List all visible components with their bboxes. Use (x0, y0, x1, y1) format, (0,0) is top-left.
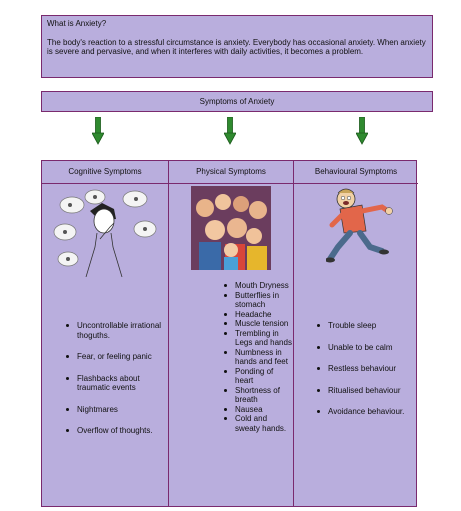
list-item: Nausea (221, 405, 293, 415)
anxious-crowd-illustration (191, 186, 271, 270)
down-arrow-icon (92, 117, 104, 145)
behavioural-column (293, 161, 418, 506)
physical-column (168, 161, 293, 506)
running-person-illustration (326, 187, 396, 263)
cognitive-list (63, 321, 167, 448)
list-item: Ritualised behaviour (314, 386, 418, 396)
list-item: Ponding of heart (221, 367, 293, 386)
thinking-person-illustration (50, 187, 160, 277)
behavioural-header: Behavioural Symptoms (294, 161, 418, 184)
down-arrow-icon (356, 117, 368, 145)
behavioural-list (314, 321, 418, 429)
list-item: Nightmares (63, 405, 167, 415)
list-item: Mouth Dryness (221, 281, 293, 291)
list-item: Flashbacks about traumatic events (63, 374, 167, 393)
symptoms-banner (41, 91, 433, 112)
cognitive-header: Cognitive Symptoms (42, 161, 168, 184)
list-item: Overflow of thoughts. (63, 426, 167, 436)
list-item: Restless behaviour (314, 364, 418, 374)
list-item: Butterflies in stomach (221, 291, 293, 310)
intro-body: The body's reaction to a stressful circumstance is anxiety. Everybody has occasional anxiety. When anxiety is severe and pervasive, and when it interferes with daily activities, it becomes a problem. (47, 37, 426, 56)
list-item: Avoidance behaviour. (314, 407, 418, 417)
down-arrow-icon (224, 117, 236, 145)
physical-header: Physical Symptoms (169, 161, 293, 184)
list-item: Shortness of breath (221, 386, 293, 405)
list-item: Numbness in hands and feet (221, 348, 293, 367)
intro-box (41, 15, 433, 78)
list-item: Fear, or feeling panic (63, 352, 167, 362)
banner-label: Symptoms of Anxiety (199, 97, 275, 106)
physical-list (221, 281, 293, 433)
list-item: Muscle tension (221, 319, 293, 329)
list-item: Cold and sweaty hands. (221, 414, 293, 433)
list-item: Trouble sleep (314, 321, 418, 331)
list-item: Headache (221, 310, 293, 320)
cognitive-column (42, 161, 168, 506)
list-item: Trembling in Legs and hands (221, 329, 293, 348)
symptoms-table (41, 160, 417, 507)
intro-title: What is Anxiety? (47, 19, 107, 28)
list-item: Unable to be calm (314, 343, 418, 353)
list-item: Uncontrollable irrational thoguths. (63, 321, 167, 340)
